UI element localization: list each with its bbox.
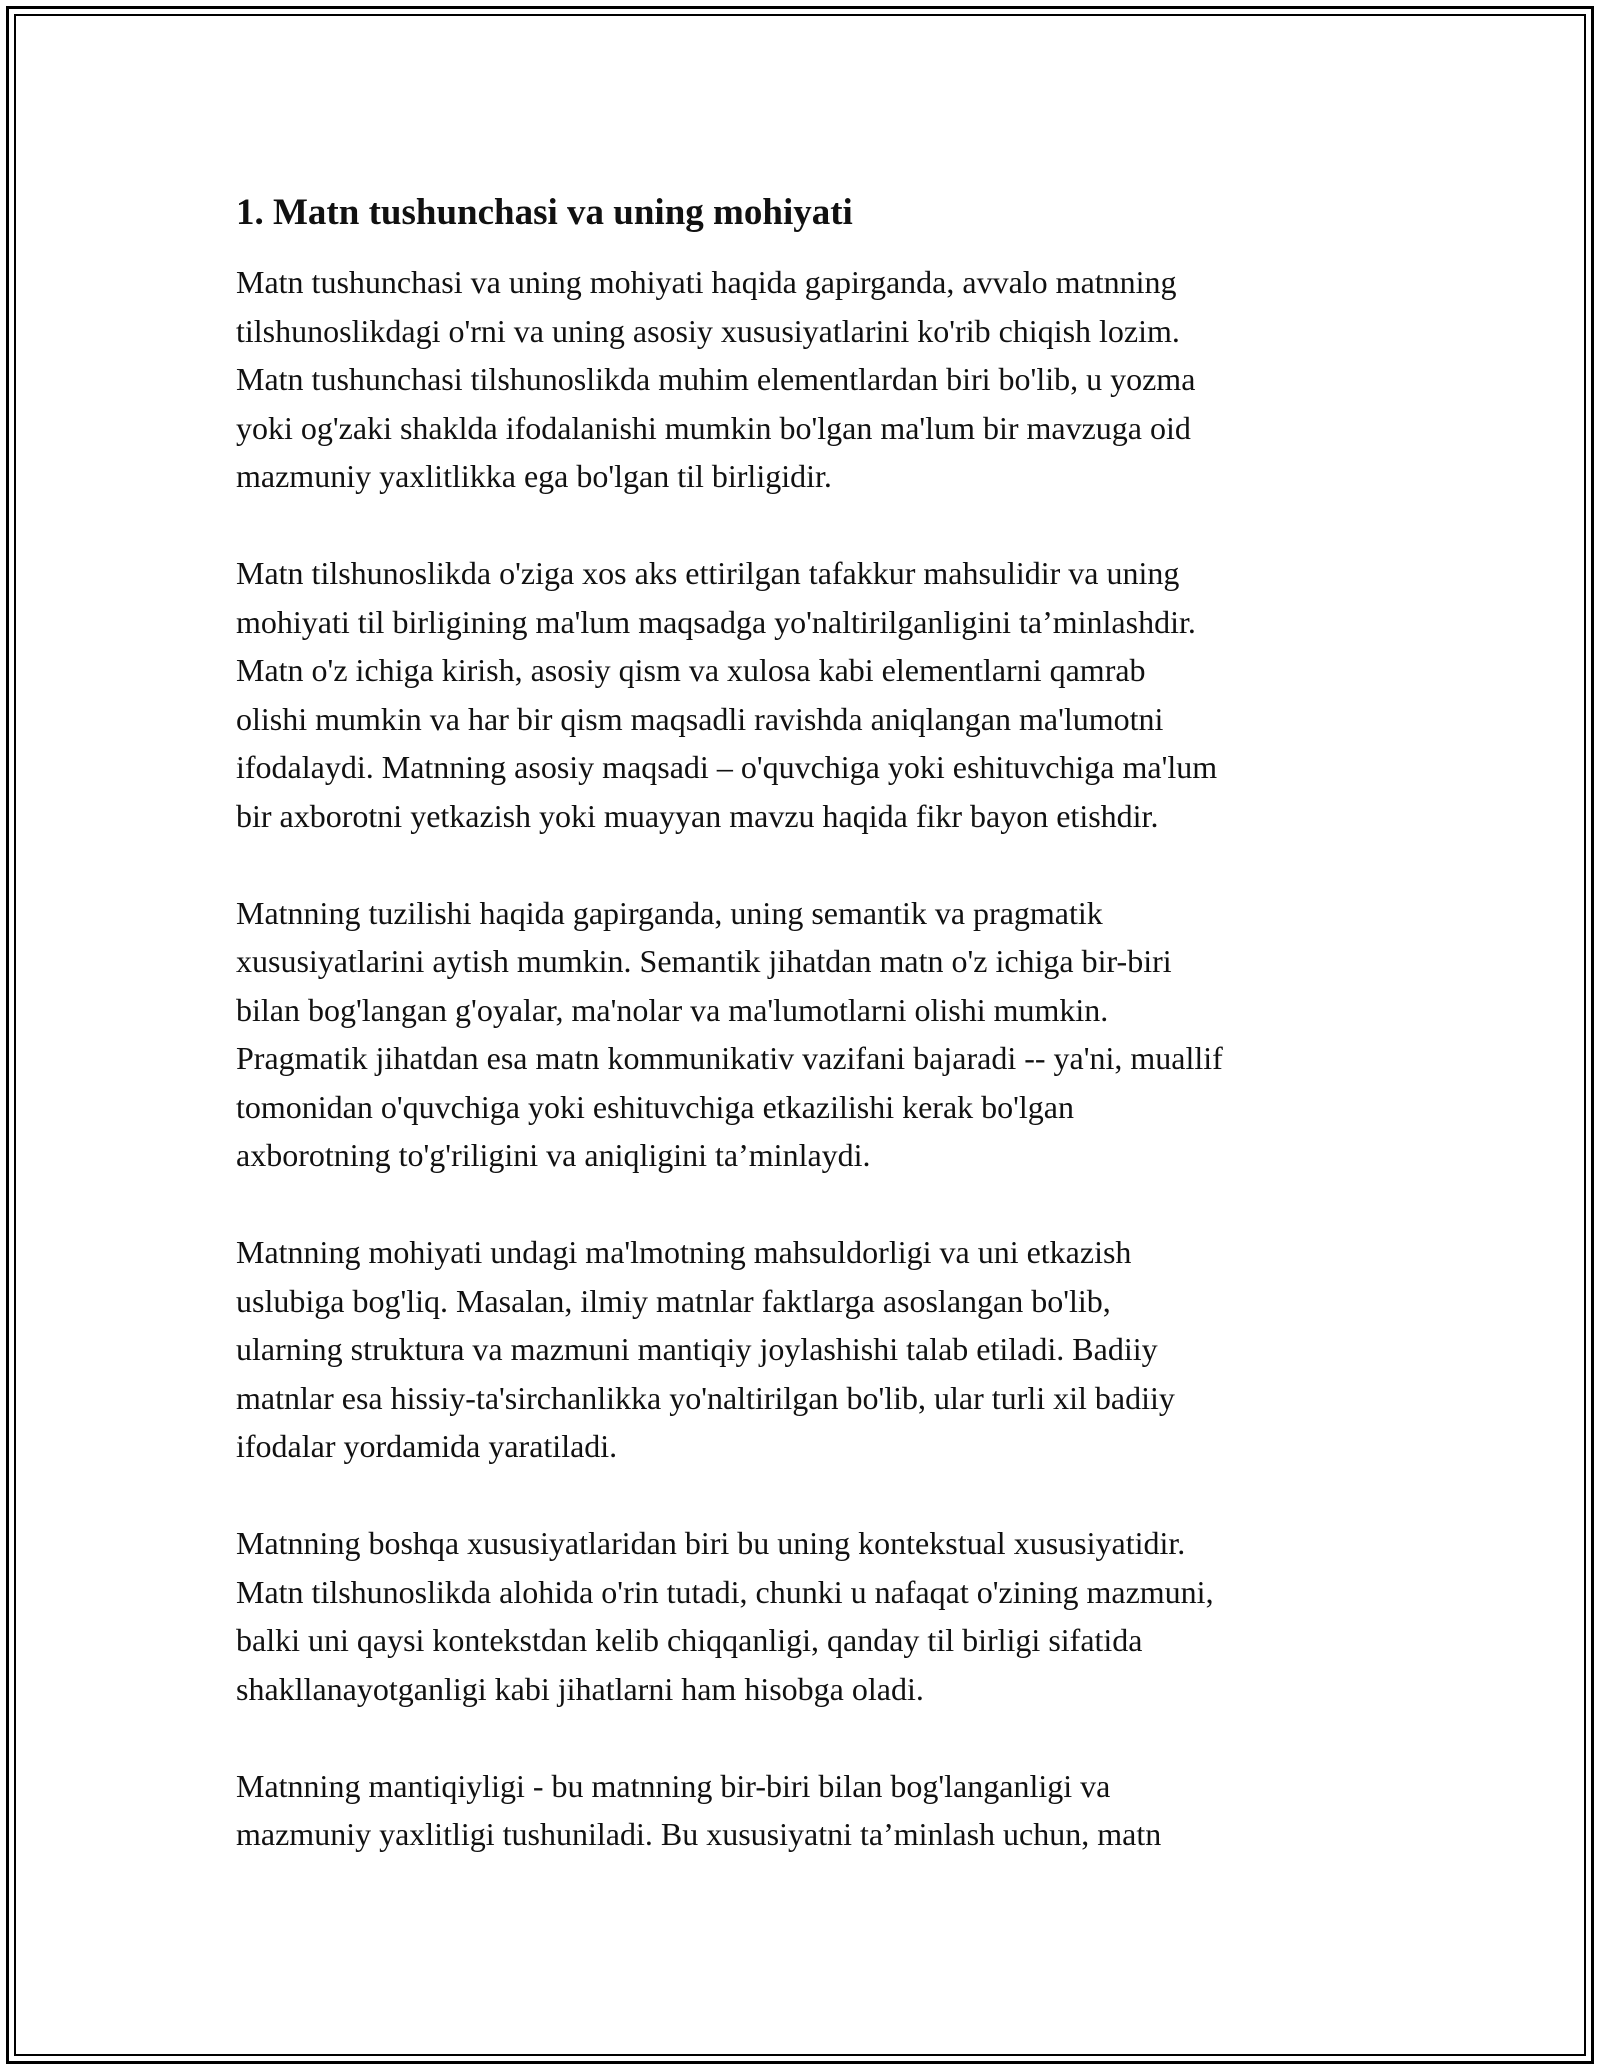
text-line: xususiyatlarini aytish mumkin. Semantik jihatdan matn o'z ichiga bir-biri (236, 943, 1172, 979)
paragraph (236, 1228, 1386, 1471)
text-line: Pragmatik jihatdan esa matn kommunikativ vazifani bajaradi -- ya'ni, muallif (236, 1040, 1223, 1076)
text-line: axborotning to'g'riligini va aniqligini ta’minlaydi. (236, 1137, 871, 1173)
text-line: Matn tilshunoslikda alohida o'rin tutadi, chunki u nafaqat o'zining mazmuni, (236, 1573, 1214, 1610)
text-line: ularning struktura va mazmuni mantiqiy joylashishi talab etiladi. Badiiy (236, 1331, 1158, 1367)
text-line: Matnning boshqa xususiyatlaridan biri bu uning kontekstual xususiyatidir. (236, 1525, 1186, 1561)
text-line: mazmuniy yaxlitlikka ega bo'lgan til birligidir. (236, 458, 832, 494)
text-line: shakllanayotganligi kabi jihatlarni ham hisobga oladi. (236, 1670, 924, 1707)
document-page (236, 186, 1386, 1907)
text-line: Matnning tuzilishi haqida gapirganda, uning semantik va pragmatik (236, 894, 1103, 931)
section-heading: 1. Matn tushunchasi va uning mohiyati (236, 192, 853, 233)
text-line: mazmuniy yaxlitligi tushuniladi. Bu xususiyatni ta’minlash uchun, matn (236, 1816, 1162, 1852)
text-line: Matn tilshunoslikda o'ziga xos aks ettirilgan tafakkur mahsulidir va uning (236, 555, 1180, 591)
text-line: Matn tushunchasi va uning mohiyati haqida gapirganda, avvalo matnning (236, 264, 1177, 300)
paragraph (236, 549, 1386, 840)
paragraph (236, 1762, 1386, 1859)
text-line: Matnning mantiqiyligi - bu matnning bir-biri bilan bog'langanligi va (236, 1767, 1111, 1804)
paragraph (236, 889, 1386, 1180)
text-line: yoki og'zaki shaklda ifodalanishi mumkin bo'lgan ma'lum bir mavzuga oid (236, 409, 1191, 446)
text-line: ifodalaydi. Matnning asosiy maqsadi – o'quvchiga yoki eshituvchiga ma'lum (236, 749, 1218, 785)
text-line: mohiyati til birligining ma'lum maqsadga yo'naltirilganligini ta’minlashdir. (236, 603, 1196, 640)
text-line: balki uni qaysi kontekstdan kelib chiqqanligi, qanday til birligi sifatida (236, 1622, 1143, 1658)
paragraph (236, 258, 1386, 501)
text-line: ifodalar yordamida yaratiladi. (236, 1428, 618, 1464)
paragraph (236, 1519, 1386, 1713)
text-line: matnlar esa hissiy-ta'sirchanlikka yo'naltirilgan bo'lib, ular turli xil badiiy (236, 1379, 1175, 1416)
text-line: Matnning mohiyati undagi ma'lmotning mahsuldorligi va uni etkazish (236, 1234, 1132, 1270)
text-line: bilan bog'langan g'oyalar, ma'nolar va ma'lumotlarni olishi mumkin. (236, 991, 1109, 1028)
text-line: bir axborotni yetkazish yoki muayyan mavzu haqida fikr bayon etishdir. (236, 797, 1159, 834)
text-line: tomonidan o'quvchiga yoki eshituvchiga etkazilishi kerak bo'lgan (236, 1088, 1074, 1125)
text-line: tilshunoslikdagi o'rni va uning asosiy xususiyatlarini ko'rib chiqish lozim. (236, 312, 1180, 349)
text-line: Matn tushunchasi tilshunoslikda muhim elementlardan biri bo'lib, u yozma (236, 361, 1196, 397)
text-line: uslubiga bog'liq. Masalan, ilmiy matnlar faktlarga asoslangan bo'lib, (236, 1282, 1111, 1319)
text-line: Matn o'z ichiga kirish, asosiy qism va xulosa kabi elementlarni qamrab (236, 652, 1146, 688)
text-line: olishi mumkin va har bir qism maqsadli ravishda aniqlangan ma'lumotni (236, 700, 1164, 737)
